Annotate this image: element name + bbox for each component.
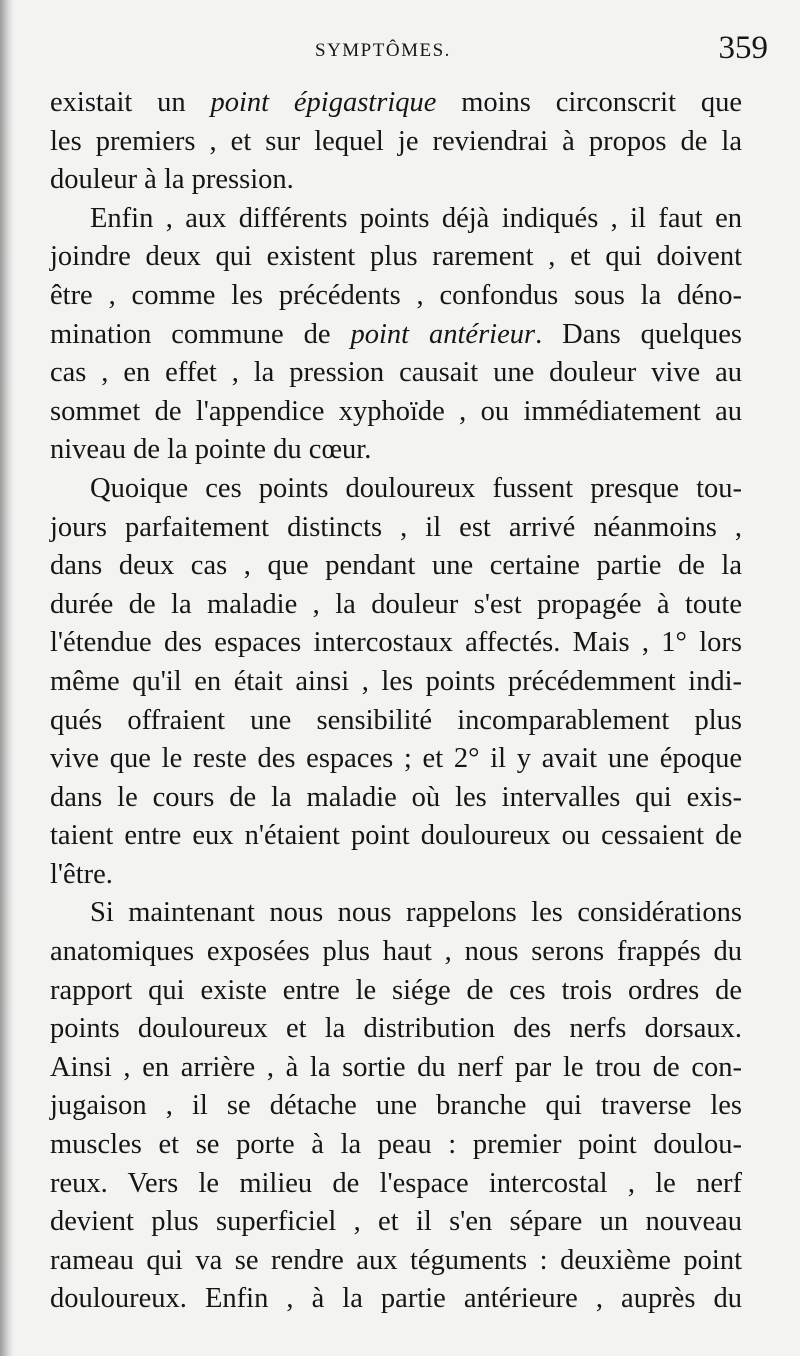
page-edge-shadow bbox=[0, 0, 14, 1356]
text-line: Quoique ces points douloureux fussent presque tou- bbox=[90, 472, 742, 504]
text-line: dans deux cas , que pendant une certaine partie de la bbox=[50, 550, 742, 582]
text-line: taient entre eux n'étaient point douloureux ou cessaient de bbox=[50, 820, 742, 852]
text-line: l'étendue des espaces intercostaux affectés. Mais , 1° lors bbox=[50, 627, 742, 659]
text-line: même qu'il en était ainsi , les points précédemment indi- bbox=[50, 665, 742, 697]
text-line: reux. Vers le milieu de l'espace intercostal , le nerf bbox=[50, 1167, 742, 1199]
text-line: vive que le reste des espaces ; et 2° il y avait une époque bbox=[50, 743, 742, 775]
text-line: Si maintenant nous nous rappelons les considérations bbox=[90, 897, 742, 929]
text-line: muscles et se porte à la peau : premier point doulou- bbox=[50, 1129, 742, 1161]
text-line: existait un point épigastrique moins circonscrit que bbox=[50, 87, 742, 118]
text-line: jugaison , il se détache une branche qui traverse les bbox=[50, 1090, 742, 1122]
text-line: les premiers , et sur lequel je reviendrai à propos de la bbox=[50, 125, 742, 157]
text-line: devient plus superficiel , et il s'en sépare un nouveau bbox=[50, 1206, 742, 1238]
text-line: points douloureux et la distribution des nerfs dorsaux. bbox=[50, 1013, 742, 1045]
text-line: niveau de la pointe du cœur. bbox=[50, 434, 372, 466]
text-line: durée de la maladie , la douleur s'est propagée à toute bbox=[50, 588, 742, 620]
text-line: qués offraient une sensibilité incomparablement plus bbox=[50, 704, 742, 736]
text-line: jours parfaitement distincts , il est arrivé néanmoins , bbox=[50, 511, 742, 543]
text-line: rapport qui existe entre le siége de ces trois ordres de bbox=[50, 974, 742, 1006]
text-line: douleur à la pression. bbox=[50, 164, 294, 196]
text-line: cas , en effet , la pression causait une douleur vive au bbox=[50, 357, 742, 389]
text-line: mination commune de point antérieur. Dans quelques bbox=[50, 318, 742, 350]
text-line: sommet de l'appendice xyphoïde , ou immédiatement au bbox=[50, 395, 742, 427]
running-head: SYMPTÔMES. bbox=[315, 40, 451, 61]
text-line: dans le cours de la maladie où les intervalles qui exis- bbox=[50, 781, 742, 813]
text-line: rameau qui va se rendre aux téguments : deuxième point bbox=[50, 1244, 742, 1276]
body-text bbox=[50, 84, 742, 1319]
text-line: douloureux. Enfin , à la partie antérieure , auprès du bbox=[50, 1283, 742, 1315]
page-number: 359 bbox=[718, 30, 768, 66]
text-line: être , comme les précédents , confondus sous la déno- bbox=[50, 279, 742, 311]
text-line: joindre deux qui existent plus rarement , et qui doivent bbox=[50, 241, 742, 273]
text-line: Ainsi , en arrière , à la sortie du nerf par le trou de con- bbox=[50, 1051, 742, 1083]
text-line: anatomiques exposées plus haut , nous serons frappés du bbox=[50, 936, 742, 968]
text-line: Enfin , aux différents points déjà indiqués , il faut en bbox=[90, 202, 742, 234]
text-line: l'être. bbox=[50, 858, 113, 890]
